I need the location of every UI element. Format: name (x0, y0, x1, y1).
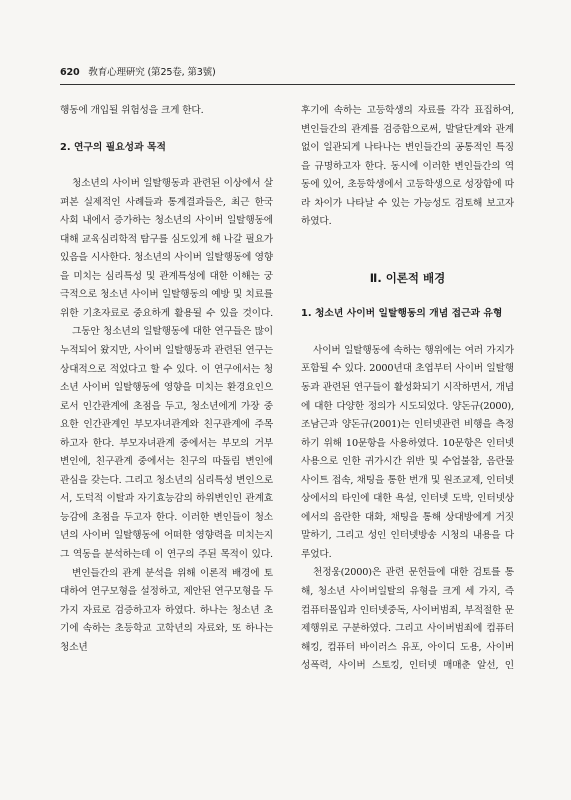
paragraph: 변인들간의 관계 분석을 위해 이론적 배경에 토대하여 연구모형을 설정하고, 제안된 연구모형을 두 가지 자료로 검증하고자 하였다. 하나는 청소년 초기에 속하는 초등학교 고학년의 자료와, 또 하나는 청소년 (60, 567, 273, 653)
section-heading: 2. 연구의 필요성과 목적 (60, 141, 166, 153)
running-head (60, 64, 515, 78)
section-heading: 1. 청소년 사이버 일탈행동의 개념 접근과 유형 (301, 308, 503, 320)
paragraph: 청소년의 사이버 일탈행동과 관련된 이상에서 살펴본 실제적인 사례들과 통계결과들은, 최근 한국 사회 내에서 증가하는 청소년의 사이버 일탈행동에 대해 교육심리학적 탐구를 심도있게 해 나갈 필요가 있음을 시사한다. 청소년의 사이버 일탈행동에 영향을 미치는 심리특성 및 관계특성에 대한 이해는 궁극적으로 청소년 사이버 일탈행동의 예방 및 치료를 위한 기초자료로 중요하게 활용될 수 있을 것이다. (60, 178, 273, 319)
right-column (301, 102, 514, 676)
paragraph: 사이버 일탈행동에 속하는 행위에는 여러 가지가 포함될 수 있다. 2000년대 초엽부터 사이버 일탈행동과 관련된 연구들이 활성화되기 시작하면서, 개념에 대한 다양한 정의가 시도되었다. 양돈규(2000), 조남근과 양돈규(2001)는 인터넷관련 비행을 측정하기 위해 10문항을 사용하였다. 10문항은 인터넷 사용으로 인한 귀가시간 위반 및 수업불참, 음란물 사이트 접속, 채팅을 통한 번개 및 원조교제, 인터넷상에서의 타인에 대한 욕설, 인터넷 도박, 인터넷상에서의 음란한 대화, 채팅을 통해 상대방에게 거짓말하기, 그리고 성인 인터넷방송 시청의 내용을 다루었다. (301, 344, 514, 560)
chapter-heading: Ⅱ. 이론적 배경 (369, 270, 446, 285)
journal-title: 敎育心理硏究 (第25卷, 第3號) (88, 67, 216, 78)
paragraph: 천정웅(2000)은 관련 문헌들에 대한 검토를 통해, 청소년 사이버일탈의 유형을 크게 세 가지, 즉 컴퓨터몰입과 인터넷중독, 사이버범죄, 부적절한 문제행위로 구분하였다. 그리고 사이버범죄에 컴퓨터 해킹, 컴퓨터 바이러스 유포, 아이디 도용, 사이버 성폭력, 사이버 스토킹, 인터넷 매매춘 알선, 인 (301, 567, 514, 672)
page-number: 620 (60, 67, 80, 78)
left-column (60, 102, 273, 657)
carry-over-text: 후기에 속하는 고등학생의 자료를 각각 표집하여, 변인들간의 관계를 검증함으로써, 발달단계와 관계없이 일관되게 나타나는 변인들간의 공통적인 특징을 규명하고자 한다. 동시에 이러한 변인들간의 역동에 있어, 초등학생에서 고등학생으로 성장함에 따라 차이가 나타날 수 있는 가능성도 검토해 보고자 하였다. (301, 105, 514, 228)
header-rule (60, 84, 515, 85)
paragraph: 그동안 청소년의 일탈행동에 대한 연구들은 많이 누적되어 왔지만, 사이버 일탈행동과 관련된 연구는 상대적으로 적었다고 할 수 있다. 이 연구에서는 청소년 사이버 일탈행동에 영향을 미치는 환경요인으로서 인간관계에 초점을 두고, 청소년에게 가장 중요한 인간관계인 부모자녀관계와 친구관계에 주목하고자 한다. 부모자녀관계 중에서는 부모의 거부 변인에, 친구관계 중에서는 친구의 따돌림 변인에 관심을 갖는다. 그리고 청소년의 심리특성 변인으로서, 도덕적 이탈과 자기효능감의 하위변인인 관계효능감에 초점을 두고자 한다. 이러한 변인들이 청소년의 사이버 일탈행동에 어떠한 영향력을 미치는지 그 역동을 분석하는데 이 연구의 주된 목적이 있다. (60, 326, 273, 561)
carry-over-text: 행동에 개입될 위험성을 크게 한다. (60, 105, 204, 116)
